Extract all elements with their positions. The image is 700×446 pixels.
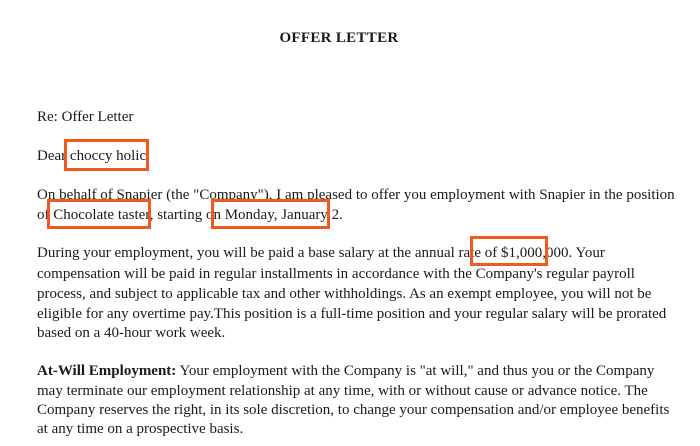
para1-line2-middle: starting on <box>157 207 221 223</box>
para2-line1-suffix: Your <box>575 245 605 261</box>
para1-line2-prefix: of <box>37 207 50 223</box>
para3-line2: may terminate our employment relationship at any time, with or without cause or advance notice. The <box>37 383 648 399</box>
position-highlight <box>47 199 154 229</box>
re-line: Re: Offer Letter <box>37 109 134 125</box>
para3-line4: at any time on a prospective basis. <box>37 421 244 437</box>
para3-line3: Company reserves the right, in its sole discretion, to change your compensation and/or employee benefits <box>37 402 670 418</box>
document-title: OFFER LETTER <box>279 30 399 46</box>
para2-line5: based on a 40-hour work week. <box>37 325 226 341</box>
position-field[interactable]: Chocolate taster, <box>53 207 154 223</box>
para2-line4: eligible for any overtime pay.This position is a full-time position and your regular salary will be prorated <box>37 306 667 322</box>
greeting-prefix: Dear <box>37 148 67 164</box>
para2-line1-prefix: During your employment, you will be paid a base salary at the annual rate of <box>37 245 498 261</box>
para3-line1 <box>37 361 654 381</box>
para2-line2: compensation will be paid in regular installments in accordance with the Company's regular payroll <box>37 266 635 282</box>
greeting-name-field[interactable]: choccy holic, <box>69 148 150 164</box>
para2-line3: process, and subject to applicable tax and other withholdings. As an exempt employee, you will not be <box>37 286 652 302</box>
salary-highlight <box>470 236 548 266</box>
at-will-heading: At-Will Employment: <box>37 363 177 379</box>
start-date-field[interactable]: Monday, January 2. <box>224 207 343 223</box>
para1-line1: On behalf of Snapier (the "Company"), I am pleased to offer you employment with Snapier in the position <box>37 187 675 203</box>
salary-field[interactable]: $1,000,000. <box>501 245 573 261</box>
greeting-name-highlight <box>64 139 149 171</box>
para3-line1-rest: Your employment with the Company is "at will," and thus you or the Company <box>179 363 655 379</box>
start-date-highlight <box>211 199 330 229</box>
